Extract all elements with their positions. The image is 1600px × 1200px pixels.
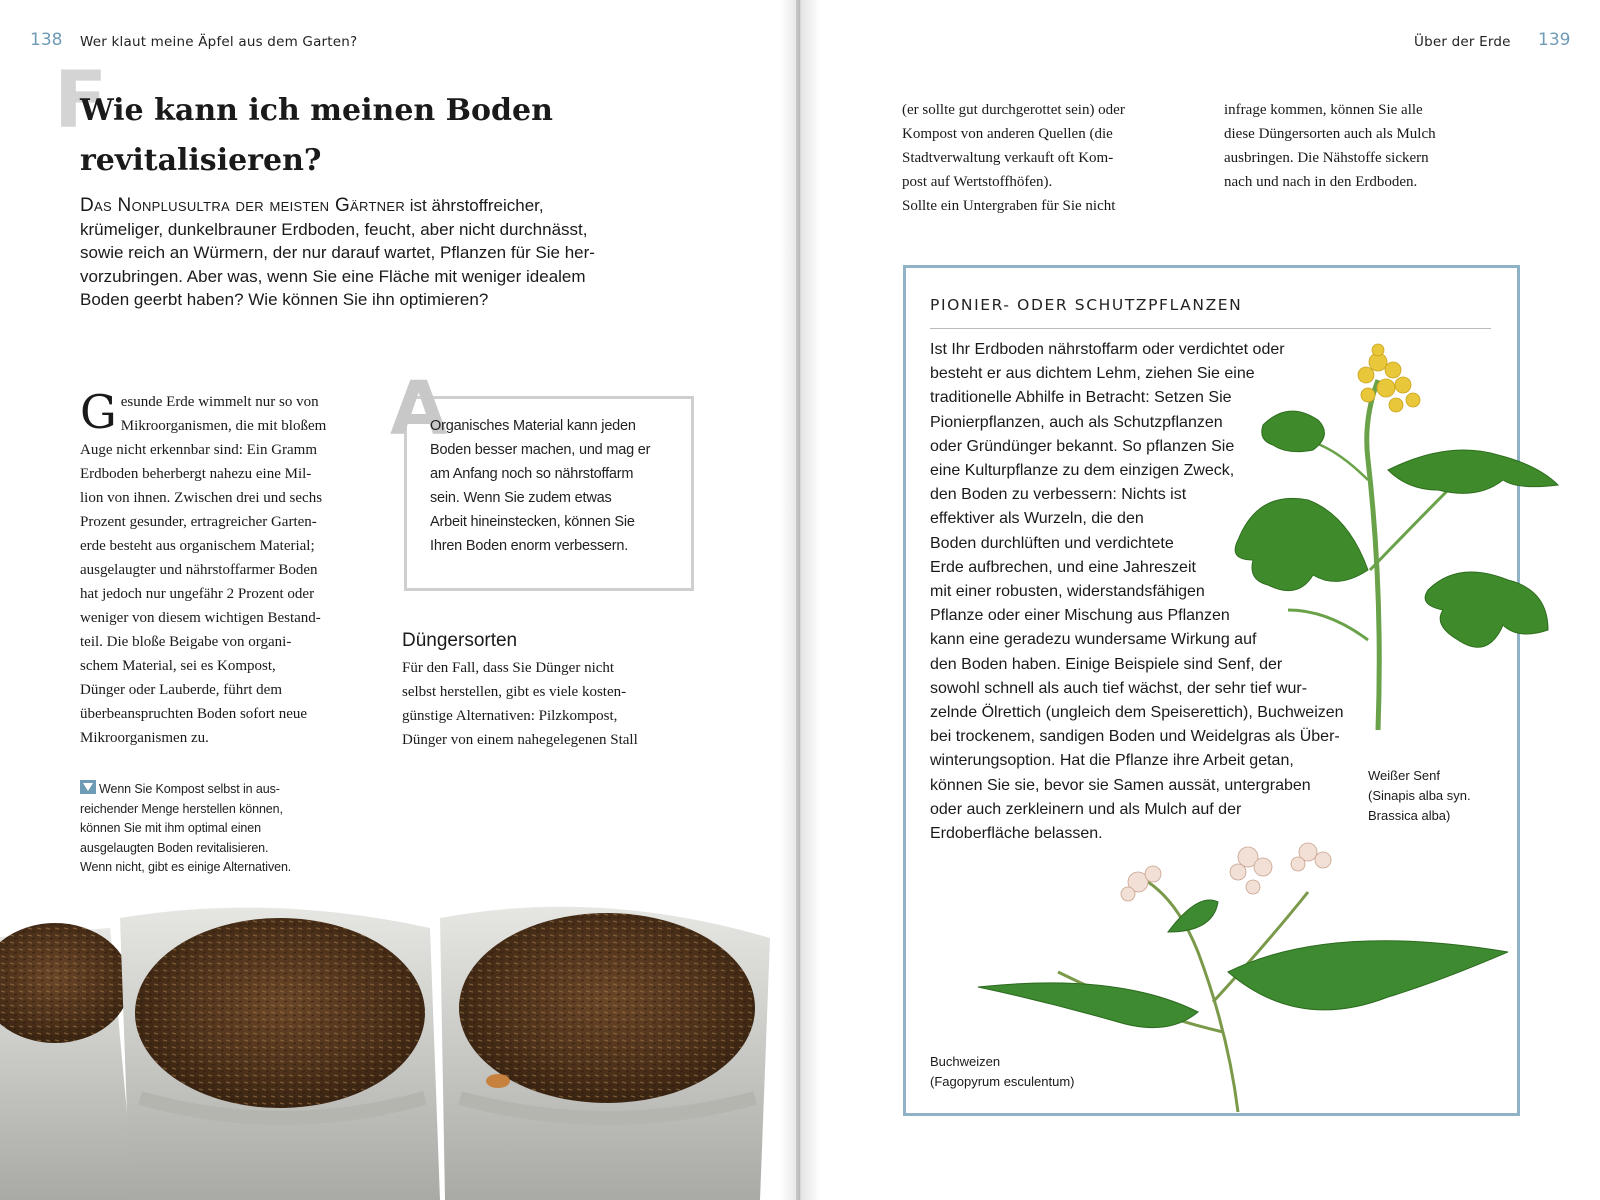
body-line: Sollte ein Untergraben für Sie nicht: [902, 198, 1116, 214]
box-title: [930, 296, 1242, 314]
drop-cap: G: [80, 385, 117, 439]
box-line: Erdoberfläche belassen.: [930, 825, 1103, 843]
compost-bags-photo: [0, 898, 796, 1200]
body-line: teil. Die bloße Beigabe von organi-: [80, 634, 292, 650]
box-title-text: PIONIER- ODER SCHUTZPFLANZEN: [930, 296, 1243, 314]
body-line: selbst herstellen, gibt es viele kosten-: [402, 684, 627, 700]
running-head: Wer klaut meine Äpfel aus dem Garten?: [80, 34, 358, 50]
box-line: den Boden haben. Einige Beispiele sind Senf, der: [930, 655, 1283, 673]
caption-line: (Sinapis alba syn.: [1368, 788, 1471, 803]
quote-line: Organisches Material kann jeden: [430, 418, 636, 434]
title-line: revitalisieren?: [80, 143, 322, 178]
lead-line: vorzubringen. Aber was, wenn Sie eine Fläche mit weniger idealem: [80, 266, 586, 286]
body-column-2: [1224, 98, 1514, 194]
page-number: 139: [1538, 30, 1571, 50]
body-column-1: [80, 385, 370, 750]
page-number: 138: [30, 30, 63, 50]
box-line: sowohl schnell als auch tief wächst, der sehr tief wur-: [930, 679, 1308, 697]
body-line: lion von ihnen. Zwischen drei und sechs: [80, 490, 323, 506]
body-line: esunde Erde wimmelt nur so von: [120, 394, 319, 410]
box-line: Pionierpflanzen, auch als Schutzpflanzen: [930, 413, 1223, 431]
box-line: Ist Ihr Erdboden nährstoffarm oder verdichtet oder: [930, 341, 1285, 358]
body-line: schem Material, sei es Kompost,: [80, 658, 276, 674]
decorative-letter: F: [54, 56, 108, 146]
body-line: (er sollte gut durchgerottet sein) oder: [902, 102, 1125, 118]
body-line: erde besteht aus organischem Material;: [80, 538, 315, 554]
body-column-2: [402, 656, 702, 752]
running-head: Über der Erde: [1414, 34, 1511, 50]
body-line: Kompost von anderen Quellen (die: [902, 126, 1113, 142]
body-line: Erdboden beherbergt nahezu eine Mil-: [80, 466, 312, 482]
body-line: ausbringen. Die Nähstoffe sickern: [1224, 150, 1429, 166]
caption-line: Brassica alba): [1368, 808, 1451, 823]
box-line: können Sie sie, bevor sie Samen aussät, untergraben: [930, 776, 1311, 794]
body-line: Auge nicht erkennbar sind: Ein Gramm: [80, 442, 318, 458]
body-line: nach und nach in den Erdboden.: [1224, 174, 1418, 190]
body-line: Für den Fall, dass Sie Dünger nicht: [402, 660, 615, 676]
caption-line: Wenn nicht, gibt es einige Alternativen.: [80, 860, 292, 874]
compost-bag: [120, 908, 440, 1200]
left-page: [0, 0, 796, 1200]
caption-line: Wenn Sie Kompost selbst in aus-: [99, 782, 280, 796]
box-line: den Boden zu verbessern: Nichts ist: [930, 486, 1187, 504]
quote-line: Boden besser machen, und mag er: [430, 442, 651, 458]
compost-bag: [0, 923, 135, 1200]
body-line: diese Düngersorten auch als Mulch: [1224, 126, 1436, 142]
body-line: Prozent gesunder, ertragreicher Garten-: [80, 514, 317, 530]
lead-line: ist ährstoffreicher,: [405, 196, 544, 215]
box-line: eine Kulturpflanze zu dem einzigen Zweck,: [930, 462, 1235, 480]
buckwheat-caption: [930, 1052, 1075, 1092]
box-text: [930, 338, 1400, 846]
body-line: post auf Wertstoffhöfen).: [902, 174, 1053, 190]
box-divider: [930, 328, 1491, 329]
body-line: Dünger oder Lauberde, führt dem: [80, 682, 283, 698]
body-line: ausgelaugter und nährstoffarmer Boden: [80, 562, 318, 578]
section-heading: Düngersorten: [402, 630, 518, 651]
box-line: winterungsoption. Hat die Pflanze ihre Arbeit getan,: [930, 752, 1294, 770]
box-line: Boden durchlüften und verdichtete: [930, 534, 1174, 552]
body-line: Mikroorganismen zu.: [80, 730, 209, 746]
body-line: Dünger von einem nahegelegenen Stall: [402, 732, 638, 748]
lead-paragraph: [80, 194, 665, 312]
box-line: effektiver als Wurzeln, die den: [930, 510, 1144, 528]
page-title: [80, 86, 600, 186]
compost-bag: [440, 907, 770, 1200]
body-column-1: [902, 98, 1202, 218]
lead-line: sowie reich an Würmern, der nur darauf wartet, Pflanzen für Sie her-: [80, 243, 595, 262]
body-line: Stadtverwaltung verkauft oft Kom-: [902, 150, 1114, 166]
triangle-down-icon: [80, 780, 96, 794]
lead-line: Boden geerbt haben? Wie können Sie ihn optimieren?: [80, 290, 489, 309]
box-line: kann eine geradezu wundersame Wirkung auf: [930, 631, 1257, 649]
quote-line: Ihren Boden enorm verbessern.: [430, 538, 629, 554]
body-line: günstige Alternativen: Pilzkompost,: [402, 708, 618, 724]
quote-line: Arbeit hineinstecken, können Sie: [430, 514, 635, 530]
quote-line: am Anfang noch so nährstoffarm: [430, 466, 634, 482]
caption-line: Buchweizen: [930, 1054, 1001, 1069]
caption-line: reichender Menge herstellen können,: [80, 801, 283, 816]
buckwheat-flowers: [1121, 843, 1331, 901]
pull-quote: [430, 414, 680, 558]
body-line: hat jedoch nur ungefähr 2 Prozent oder: [80, 586, 315, 602]
box-line: oder Gründünger bekannt. So pflanzen Sie: [930, 437, 1235, 455]
lead-line: krümeliger, dunkelbrauner Erdboden, feucht, aber nicht durchnässt,: [80, 219, 588, 239]
quote-line: sein. Wenn Sie zudem etwas: [430, 490, 612, 506]
box-line: mit einer robusten, widerstandsfähigen: [930, 583, 1205, 601]
box-line: Erde aufbrechen, und eine Jahreszeit: [930, 558, 1196, 576]
body-line: Mikroorganismen, die mit bloßem: [120, 418, 327, 434]
body-line: infrage kommen, können Sie alle: [1224, 102, 1423, 118]
box-line: besteht er aus dichtem Lehm, ziehen Sie eine: [930, 365, 1255, 383]
photo-caption: [80, 780, 340, 878]
caption-line: können Sie mit ihm optimal einen: [80, 821, 261, 835]
caption-line: Weißer Senf: [1368, 768, 1441, 783]
lead-small-caps: Das Nonplusultra der meisten Gärtner: [80, 195, 406, 216]
box-line: traditionelle Abhilfe in Betracht: Setzen Sie: [930, 389, 1232, 407]
box-line: oder auch zerkleinern und als Mulch auf der: [930, 800, 1242, 818]
box-line: Pflanze oder einer Mischung aus Pflanzen: [930, 607, 1230, 625]
title-line: Wie kann ich meinen Boden: [80, 93, 553, 128]
mustard-caption: [1368, 766, 1471, 826]
caption-line: ausgelaugten Boden revitalisieren.: [80, 840, 269, 855]
body-line: überbeanspruchten Boden sofort neue: [80, 706, 308, 722]
right-page: [800, 0, 1600, 1200]
decorative-letter: A: [390, 366, 448, 452]
box-line: bei trockenem, sandigen Boden und Weidelgras als Über-: [930, 728, 1340, 746]
caption-line: (Fagopyrum esculentum): [930, 1074, 1075, 1089]
box-line: zelnde Ölrettich (ungleich dem Speiserettich), Buchweizen: [930, 704, 1344, 722]
body-line: weniger von diesem wichtigen Bestand-: [80, 610, 321, 626]
